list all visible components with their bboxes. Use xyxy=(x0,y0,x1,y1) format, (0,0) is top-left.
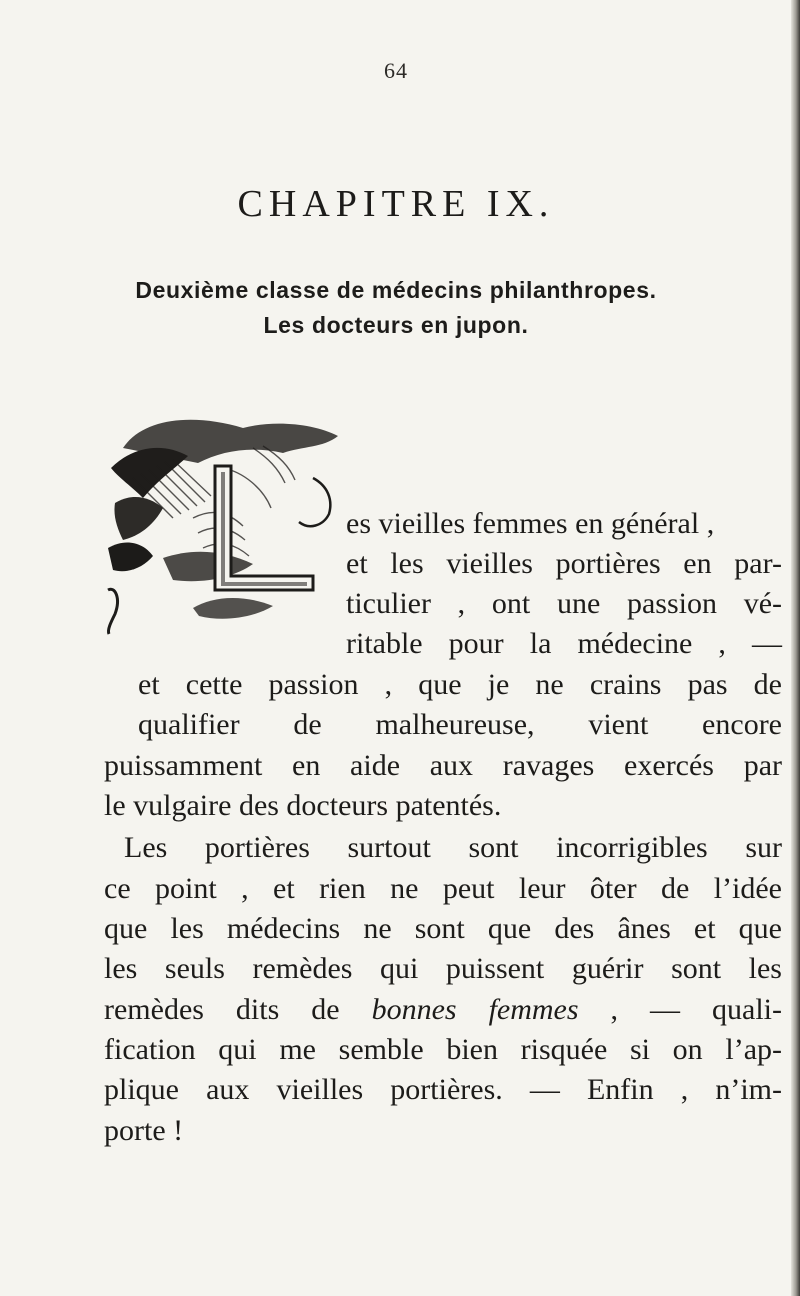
body-line-6: qualifier de malheureuse, vient encore xyxy=(138,708,782,741)
body-line-11: que les médecins ne sont que des ânes et que xyxy=(104,912,782,945)
body-line-13 xyxy=(104,995,782,1025)
page-number: 64 xyxy=(384,58,408,83)
body-line-1: es vieilles femmes en général , xyxy=(346,507,715,540)
body-line-2: et les vieilles portières en par- xyxy=(346,547,782,580)
body-line-12: les seuls remèdes qui puissent guérir sont les xyxy=(104,952,782,985)
body-line-5: et cette passion , que je ne crains pas de xyxy=(138,668,782,701)
body-line-9: Les portières surtout sont incorrigibles sur xyxy=(124,831,782,864)
body-line-13-end: , — quali- xyxy=(578,993,782,1026)
body-line-15: plique aux vieilles portières. — Enfin , n’im- xyxy=(104,1073,782,1106)
body-line-16: porte ! xyxy=(104,1114,184,1147)
chapter-subtitle-line-2: Les docteurs en jupon. xyxy=(263,312,529,338)
body-line-3: ticulier , ont une passion vé- xyxy=(346,587,782,620)
chapter-title: CHAPITRE IX. xyxy=(237,183,555,225)
body-line-4: ritable pour la médecine , — xyxy=(346,627,782,660)
body-line-13-start: remèdes dits de xyxy=(104,993,372,1026)
drop-cap-ornament xyxy=(103,408,343,636)
chapter-subtitle-line-1: Deuxième classe de médecins philanthropes. xyxy=(135,277,657,303)
body-line-14: fication qui me semble bien risquée si on l’ap- xyxy=(104,1033,782,1066)
body-line-8: le vulgaire des docteurs patentés. xyxy=(104,789,502,822)
body-line-7: puissamment en aide aux ravages exercés par xyxy=(104,749,782,782)
italic-phrase: bonnes femmes xyxy=(371,993,579,1026)
page-edge-shadow xyxy=(791,0,800,1296)
body-line-10: ce point , et rien ne peut leur ôter de l’idée xyxy=(104,872,782,905)
